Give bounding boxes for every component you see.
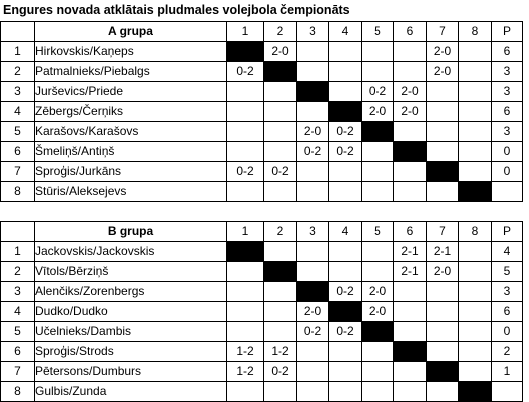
self-match-cell	[362, 122, 394, 142]
match-score	[297, 182, 329, 202]
points-cell: 6	[492, 42, 523, 62]
match-score	[362, 42, 394, 62]
match-score	[427, 122, 459, 142]
match-score	[362, 342, 394, 362]
match-score	[362, 162, 394, 182]
match-score	[264, 102, 297, 122]
match-score	[329, 82, 362, 102]
group-name: B grupa	[35, 222, 227, 242]
match-score	[297, 362, 329, 382]
column-header: 1	[227, 222, 264, 242]
match-score	[362, 382, 394, 402]
column-header: 3	[297, 222, 329, 242]
match-score	[459, 302, 492, 322]
match-score	[459, 362, 492, 382]
group-header-row	[1, 22, 523, 42]
table-row	[1, 142, 523, 162]
column-header: 8	[459, 222, 492, 242]
match-score	[227, 122, 264, 142]
points-cell: 1	[492, 362, 523, 382]
team-name: Hirkovskis/Kaņeps	[35, 42, 227, 62]
match-score	[427, 282, 459, 302]
match-score	[394, 322, 427, 342]
match-score	[264, 122, 297, 142]
points-cell: 0	[492, 322, 523, 342]
table-row	[1, 282, 523, 302]
match-score	[362, 262, 394, 282]
table-row	[1, 122, 523, 142]
match-score: 1-2	[227, 362, 264, 382]
match-score	[427, 182, 459, 202]
match-score	[394, 62, 427, 82]
column-header: 5	[362, 222, 394, 242]
match-score: 2-0	[362, 302, 394, 322]
points-cell: 6	[492, 302, 523, 322]
column-header: 7	[427, 222, 459, 242]
match-score: 2-0	[427, 262, 459, 282]
team-name: Vītols/Bērziņš	[35, 262, 227, 282]
table-row	[1, 342, 523, 362]
team-name: Alenčiks/Zorenbergs	[35, 282, 227, 302]
team-name: Dudko/Dudko	[35, 302, 227, 322]
points-cell: 3	[492, 122, 523, 142]
column-header: 4	[329, 22, 362, 42]
points-cell: 5	[492, 262, 523, 282]
match-score	[329, 262, 362, 282]
match-score: 2-1	[427, 242, 459, 262]
match-score	[264, 322, 297, 342]
match-score: 0-2	[227, 62, 264, 82]
match-score: 2-0	[297, 302, 329, 322]
self-match-cell	[329, 102, 362, 122]
self-match-cell	[362, 322, 394, 342]
match-score	[427, 302, 459, 322]
table-row	[1, 362, 523, 382]
match-score	[394, 362, 427, 382]
self-match-cell	[264, 62, 297, 82]
match-score	[227, 82, 264, 102]
column-header: 2	[264, 222, 297, 242]
match-score	[362, 242, 394, 262]
match-score	[362, 182, 394, 202]
match-score	[427, 142, 459, 162]
match-score	[227, 182, 264, 202]
match-score	[297, 162, 329, 182]
match-score	[264, 242, 297, 262]
table-row	[1, 302, 523, 322]
row-number: 7	[1, 362, 35, 382]
row-number: 4	[1, 102, 35, 122]
match-score: 1-2	[264, 342, 297, 362]
match-score	[394, 182, 427, 202]
page-title: Engures novada atklātais pludmales volejbola čempionāts	[3, 3, 350, 17]
match-score	[297, 242, 329, 262]
match-score	[459, 262, 492, 282]
self-match-cell	[427, 362, 459, 382]
match-score	[297, 382, 329, 402]
match-score	[264, 302, 297, 322]
match-score	[459, 82, 492, 102]
match-score	[459, 282, 492, 302]
team-name: Jurševics/Priede	[35, 82, 227, 102]
table-row	[1, 82, 523, 102]
match-score: 2-1	[394, 242, 427, 262]
column-header: 4	[329, 222, 362, 242]
match-score: 0-2	[264, 162, 297, 182]
points-cell: 0	[492, 162, 523, 182]
match-score	[427, 342, 459, 362]
match-score	[459, 62, 492, 82]
group-a-table	[0, 21, 523, 202]
team-name: Učelnieks/Dambis	[35, 322, 227, 342]
match-score	[329, 362, 362, 382]
points-cell: 3	[492, 282, 523, 302]
match-score: 2-0	[394, 82, 427, 102]
match-score	[459, 122, 492, 142]
table-row	[1, 242, 523, 262]
points-cell: 3	[492, 82, 523, 102]
match-score	[297, 42, 329, 62]
row-number: 8	[1, 182, 35, 202]
match-score	[394, 302, 427, 322]
row-number: 1	[1, 42, 35, 62]
match-score: 0-2	[329, 282, 362, 302]
self-match-cell	[459, 182, 492, 202]
column-header: 6	[394, 22, 427, 42]
match-score	[227, 302, 264, 322]
match-score	[329, 162, 362, 182]
self-match-cell	[297, 82, 329, 102]
match-score	[227, 382, 264, 402]
group-name: A grupa	[35, 22, 227, 42]
match-score	[362, 362, 394, 382]
match-score	[329, 62, 362, 82]
self-match-cell	[329, 302, 362, 322]
match-score: 0-2	[362, 82, 394, 102]
self-match-cell	[459, 382, 492, 402]
match-score	[394, 162, 427, 182]
team-name: Gulbis/Zunda	[35, 382, 227, 402]
column-header: 3	[297, 22, 329, 42]
match-score	[329, 382, 362, 402]
group-header-row	[1, 222, 523, 242]
row-number: 5	[1, 122, 35, 142]
points-cell: 2	[492, 342, 523, 362]
self-match-cell	[227, 42, 264, 62]
table-row	[1, 322, 523, 342]
points-column-header: P	[492, 222, 523, 242]
team-name: Karašovs/Karašovs	[35, 122, 227, 142]
match-score	[264, 142, 297, 162]
match-score	[227, 142, 264, 162]
self-match-cell	[394, 142, 427, 162]
match-score	[329, 342, 362, 362]
match-score	[264, 82, 297, 102]
team-name: Zēbergs/Čerņiks	[35, 102, 227, 122]
team-name: Sproģis/Jurkāns	[35, 162, 227, 182]
match-score	[227, 282, 264, 302]
table-row	[1, 262, 523, 282]
match-score: 2-0	[362, 102, 394, 122]
table-row	[1, 182, 523, 202]
match-score	[394, 122, 427, 142]
match-score	[329, 42, 362, 62]
match-score	[297, 62, 329, 82]
match-score: 2-0	[264, 42, 297, 62]
match-score	[394, 42, 427, 62]
row-number: 3	[1, 82, 35, 102]
match-score: 1-2	[227, 342, 264, 362]
points-cell: 4	[492, 242, 523, 262]
match-score: 0-2	[329, 122, 362, 142]
match-score	[264, 282, 297, 302]
row-number: 1	[1, 242, 35, 262]
match-score	[329, 242, 362, 262]
match-score	[427, 82, 459, 102]
self-match-cell	[227, 242, 264, 262]
match-score	[394, 382, 427, 402]
team-name: Stūris/Aleksejevs	[35, 182, 227, 202]
team-name: Patmalnieks/Piebalgs	[35, 62, 227, 82]
row-number: 6	[1, 142, 35, 162]
match-score: 2-0	[427, 42, 459, 62]
group-b-table	[0, 221, 523, 402]
match-score: 0-2	[329, 142, 362, 162]
match-score: 2-0	[362, 282, 394, 302]
match-score	[297, 102, 329, 122]
header-empty-cell	[1, 22, 35, 42]
column-header: 7	[427, 22, 459, 42]
row-number: 5	[1, 322, 35, 342]
team-name: Pētersons/Dumburs	[35, 362, 227, 382]
match-score	[459, 102, 492, 122]
self-match-cell	[297, 282, 329, 302]
match-score: 0-2	[227, 162, 264, 182]
match-score: 2-0	[427, 62, 459, 82]
table-row	[1, 42, 523, 62]
match-score	[394, 282, 427, 302]
match-score	[459, 342, 492, 362]
match-score	[459, 42, 492, 62]
match-score: 0-2	[297, 142, 329, 162]
points-cell: 3	[492, 62, 523, 82]
team-name: Šmeliņš/Antiņš	[35, 142, 227, 162]
self-match-cell	[264, 262, 297, 282]
table-row	[1, 102, 523, 122]
column-header: 1	[227, 22, 264, 42]
match-score	[362, 62, 394, 82]
match-score	[227, 102, 264, 122]
row-number: 8	[1, 382, 35, 402]
team-name: Sproģis/Strods	[35, 342, 227, 362]
match-score	[362, 142, 394, 162]
match-score	[297, 262, 329, 282]
row-number: 2	[1, 62, 35, 82]
match-score	[227, 322, 264, 342]
self-match-cell	[394, 342, 427, 362]
row-number: 6	[1, 342, 35, 362]
match-score	[459, 162, 492, 182]
points-column-header: P	[492, 22, 523, 42]
match-score	[297, 342, 329, 362]
row-number: 4	[1, 302, 35, 322]
row-number: 3	[1, 282, 35, 302]
match-score	[459, 322, 492, 342]
match-score	[227, 262, 264, 282]
table-row	[1, 382, 523, 402]
match-score	[427, 382, 459, 402]
match-score	[459, 242, 492, 262]
match-score	[264, 182, 297, 202]
column-header: 8	[459, 22, 492, 42]
header-empty-cell	[1, 222, 35, 242]
match-score: 0-2	[329, 322, 362, 342]
column-header: 2	[264, 22, 297, 42]
match-score: 2-0	[394, 102, 427, 122]
row-number: 7	[1, 162, 35, 182]
match-score	[329, 182, 362, 202]
points-cell	[492, 382, 523, 402]
column-header: 6	[394, 222, 427, 242]
table-row	[1, 62, 523, 82]
column-header: 5	[362, 22, 394, 42]
match-score	[427, 322, 459, 342]
team-name: Jackovskis/Jackovskis	[35, 242, 227, 262]
table-row	[1, 162, 523, 182]
match-score: 0-2	[297, 322, 329, 342]
points-cell: 6	[492, 102, 523, 122]
match-score	[264, 382, 297, 402]
self-match-cell	[427, 162, 459, 182]
match-score: 2-1	[394, 262, 427, 282]
match-score	[427, 102, 459, 122]
points-cell	[492, 182, 523, 202]
points-cell: 0	[492, 142, 523, 162]
row-number: 2	[1, 262, 35, 282]
match-score: 0-2	[264, 362, 297, 382]
match-score: 2-0	[297, 122, 329, 142]
match-score	[459, 142, 492, 162]
